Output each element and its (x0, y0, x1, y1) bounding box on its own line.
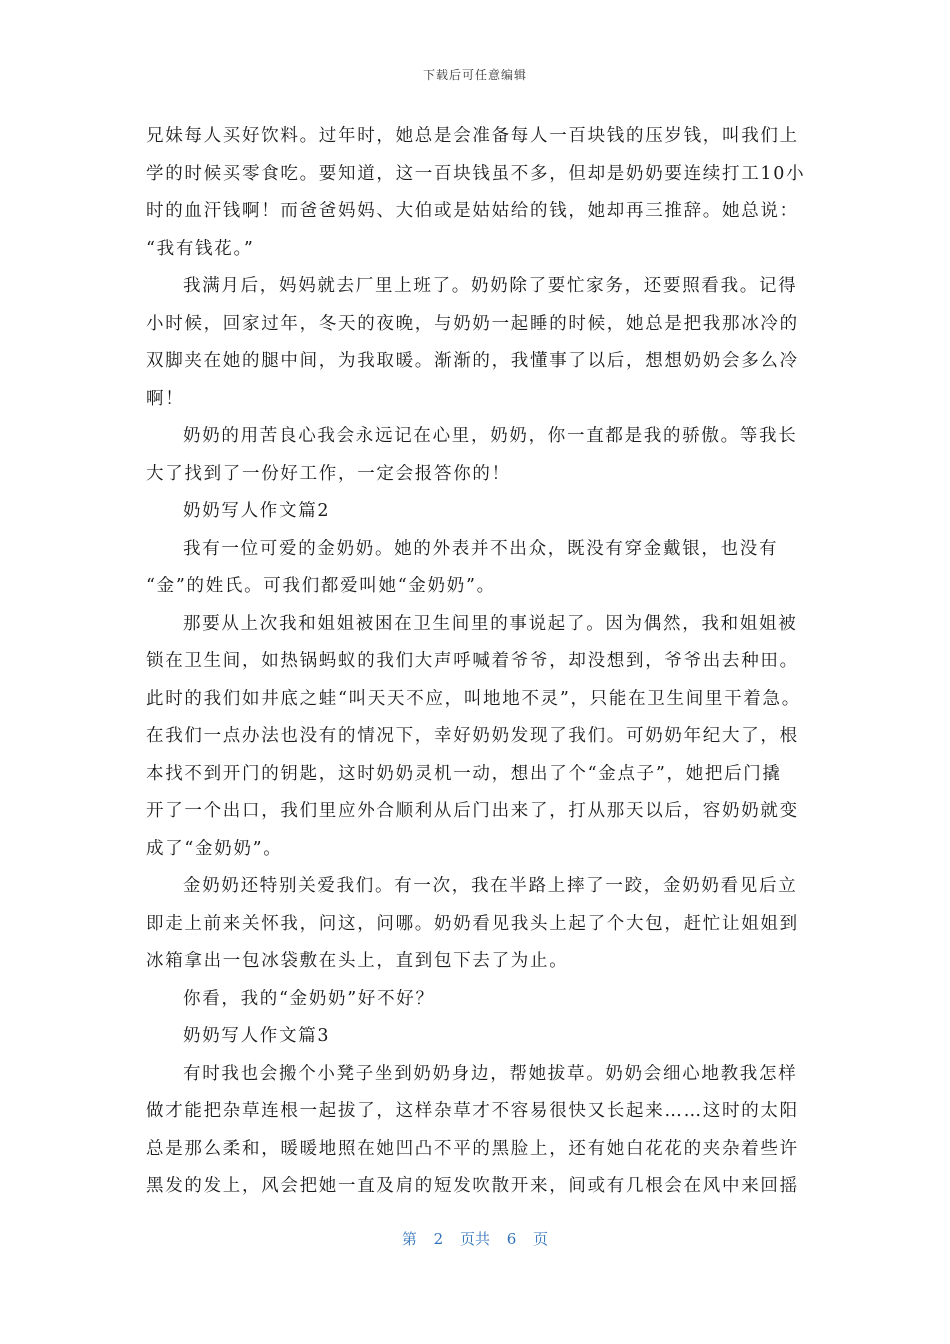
text-line: 开了一个出口，我们里应外合顺利从后门出来了，打从那天以后，容奶奶就变 (146, 801, 799, 821)
page-header: 下载后可任意编辑 (422, 68, 527, 82)
section-heading: 奶奶写人作文篇2 (183, 501, 331, 521)
text-line: 时的血汗钱啊！而爸爸妈妈、大伯或是姑姑给的钱，她却再三推辞。她总说： (146, 201, 799, 221)
paragraph-start: 我有一位可爱的金奶奶。她的外表并不出众，既没有穿金戴银，也没有 (183, 538, 779, 559)
paragraph-start: 我满月后，妈妈就去厂里上班了。奶奶除了要忙家务，还要照看我。记得 (183, 276, 798, 296)
text-line: 双脚夹在她的腿中间，为我取暖。渐渐的，我懂事了以后，想想奶奶会多么冷 (146, 351, 799, 371)
document-body (146, 118, 806, 1206)
section-heading: 奶奶写人作文篇3 (183, 1026, 331, 1046)
page-footer (0, 1228, 950, 1249)
text-line: 小时候，回家过年，冬天的夜晚，与奶奶一起睡的时候，她总是把我那冰冷的 (146, 313, 799, 334)
text-line: 学的时候买零食吃。要知道，这一百块钱虽不多，但却是奶奶要连续打工10小 (146, 163, 806, 184)
paragraph-start: 有时我也会搬个小凳子坐到奶奶身边，帮她拔草。奶奶会细心地教我怎样 (183, 1063, 798, 1084)
text-line: 啊！ (146, 388, 185, 409)
text-line: 本找不到开门的钥匙，这时奶奶灵机一动，想出了个“金点子”，她把后门撬 (146, 763, 782, 784)
paragraph-start: 金奶奶还特别关爱我们。有一次，我在半路上摔了一跤，金奶奶看见后立 (183, 876, 798, 896)
text-line: 大了找到了一份好工作，一定会报答你的！ (146, 463, 511, 484)
text-line: 成了“金奶奶”。 (146, 838, 283, 859)
paragraph-start: 你看，我的“金奶奶”好不好？ (183, 988, 435, 1009)
text-line: 即走上前来关怀我，问这，问哪。奶奶看见我头上起了个大包，赶忙让姐姐到 (146, 913, 799, 934)
paragraph-start: 那要从上次我和姐姐被困在卫生间里的事说起了。因为偶然，我和姐姐被 (183, 613, 798, 634)
page-current-number: 2 (433, 1230, 444, 1248)
page-total-number: 6 (506, 1230, 517, 1248)
text-line: 总是那么柔和，暖暖地照在她凹凸不平的黑脸上，还有她白花花的夹杂着些许 (146, 1138, 799, 1159)
text-line: 冰箱拿出一包冰袋敷在头上，直到包下去了为止。 (146, 951, 569, 971)
page-label-mid: 页共 (459, 1230, 490, 1248)
paragraph-start: 奶奶的用苦良心我会永远记在心里，奶奶，你一直都是我的骄傲。等我长 (183, 426, 798, 446)
text-line: 黑发的发上，风会把她一直及肩的短发吹散开来，间或有几根会在风中来回摇 (146, 1176, 799, 1196)
text-line: “我有钱花。” (146, 238, 255, 259)
page-label-prefix: 第 (401, 1230, 417, 1248)
text-line: 此时的我们如井底之蛙“叫天天不应，叫地地不灵”，只能在卫生间里干着急。 (146, 688, 801, 709)
text-line: 锁在卫生间，如热锅蚂蚁的我们大声呼喊着爷爷，却没想到，爷爷出去种田。 (146, 651, 799, 671)
text-line: “金”的姓氏。可我们都爱叫她“金奶奶”。 (146, 576, 496, 596)
page-label-suffix: 页 (533, 1230, 549, 1248)
text-line: 做才能把杂草连根一起拔了，这样杂草才不容易很快又长起来……这时的太阳 (146, 1101, 799, 1121)
text-line: 在我们一点办法也没有的情况下，幸好奶奶发现了我们。可奶奶年纪大了，根 (146, 726, 799, 746)
text-line: 兄妹每人买好饮料。过年时，她总是会准备每人一百块钱的压岁钱，叫我们上 (146, 126, 799, 146)
